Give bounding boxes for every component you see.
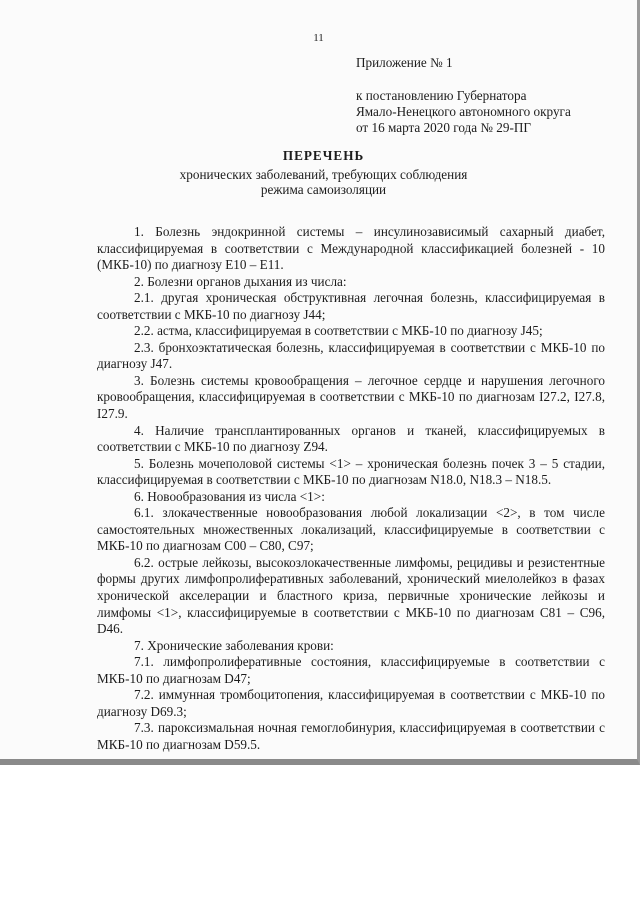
heading-title: ПЕРЕЧЕНЬ xyxy=(282,148,365,163)
page-number: 11 xyxy=(313,32,324,44)
list-item: 6. Новообразования из числа <1>: xyxy=(134,488,325,504)
document-heading xyxy=(0,148,637,197)
list-item: 6.2. острые лейкозы, высокозлокачественные лимфомы, рецидивы и резистентные формы других лимфопролиферативных заболеваний, хронический миелолейкоз в фазах хронической акселерации и бластного криза, первичные хронические лейкозы и лимфомы <1>, классифицируемые в соответствии с МКБ-10 по диагнозам С81 – С96, D46. xyxy=(97,554,605,637)
appendix-title: Приложение № 1 xyxy=(356,55,453,70)
list-item: 2.1. другая хроническая обструктивная легочная болезнь, классифицируемая в соответствии с МКБ-10 по диагнозу J44; xyxy=(97,290,605,322)
appendix-block xyxy=(356,55,626,136)
list-item: 6.1. злокачественные новообразования любой локализации <2>, в том числе самостоятельных множественных локализаций, классифицируемые в соответствии с МКБ-10 по диагнозам С00 – С80, С97; xyxy=(97,505,605,554)
list-item: 7.2. иммунная тромбоцитопения, классифицируемая в соответствии с МКБ-10 по диагнозу D69.3; xyxy=(97,687,605,719)
list-item: 2.2. астма, классифицируемая в соответствии с МКБ-10 по диагнозу J45; xyxy=(134,323,543,339)
disease-list xyxy=(97,224,605,754)
list-item: 2. Болезни органов дыхания из числа: xyxy=(134,273,347,289)
list-item: 7.3. пароксизмальная ночная гемоглобинурия, классифицируемая в соответствии с МКБ-10 по диагнозам D59.5. xyxy=(97,720,605,752)
list-item: 5. Болезнь мочеполовой системы <1> – хроническая болезнь почек 3 – 5 стадии, классифицируемая в соответствии с МКБ-10 по диагнозам N18.0, N18.3 – N18.5. xyxy=(97,455,605,488)
appendix-line: Ямало-Ненецкого автономного округа xyxy=(356,104,571,119)
list-item: 7. Хронические заболевания крови: xyxy=(134,637,334,653)
heading-subtitle: хронических заболеваний, требующих соблюдения xyxy=(179,167,468,182)
list-item: 2.3. бронхоэктатическая болезнь, классифицируемая в соответствии с МКБ-10 по диагнозу J47. xyxy=(97,339,605,372)
list-item: 1. Болезнь эндокринной системы – инсулинозависимый сахарный диабет, классифицируемая в соответствии с Международной классификацией болезней - 10 (МКБ-10) по диагнозу Е10 – Е11. xyxy=(97,224,605,273)
appendix-line: от 16 марта 2020 года № 29-ПГ xyxy=(356,120,531,135)
list-item: 4. Наличие трансплантированных органов и тканей, классифицируемых в соответствии с МКБ-10 по диагнозу Z94. xyxy=(97,422,605,455)
list-item: 7.1. лимфопролиферативные состояния, классифицируемые в соответствии с МКБ-10 по диагнозам D47; xyxy=(97,654,605,686)
heading-subtitle: режима самоизоляции xyxy=(260,182,387,197)
list-item: 3. Болезнь системы кровообращения – легочное сердце и нарушения легочного кровообращения, классифицируемая в соответствии с МКБ-10 по диагнозам I27.2, I27.8, I27.9. xyxy=(97,372,605,422)
appendix-line: к постановлению Губернатора xyxy=(356,88,527,103)
